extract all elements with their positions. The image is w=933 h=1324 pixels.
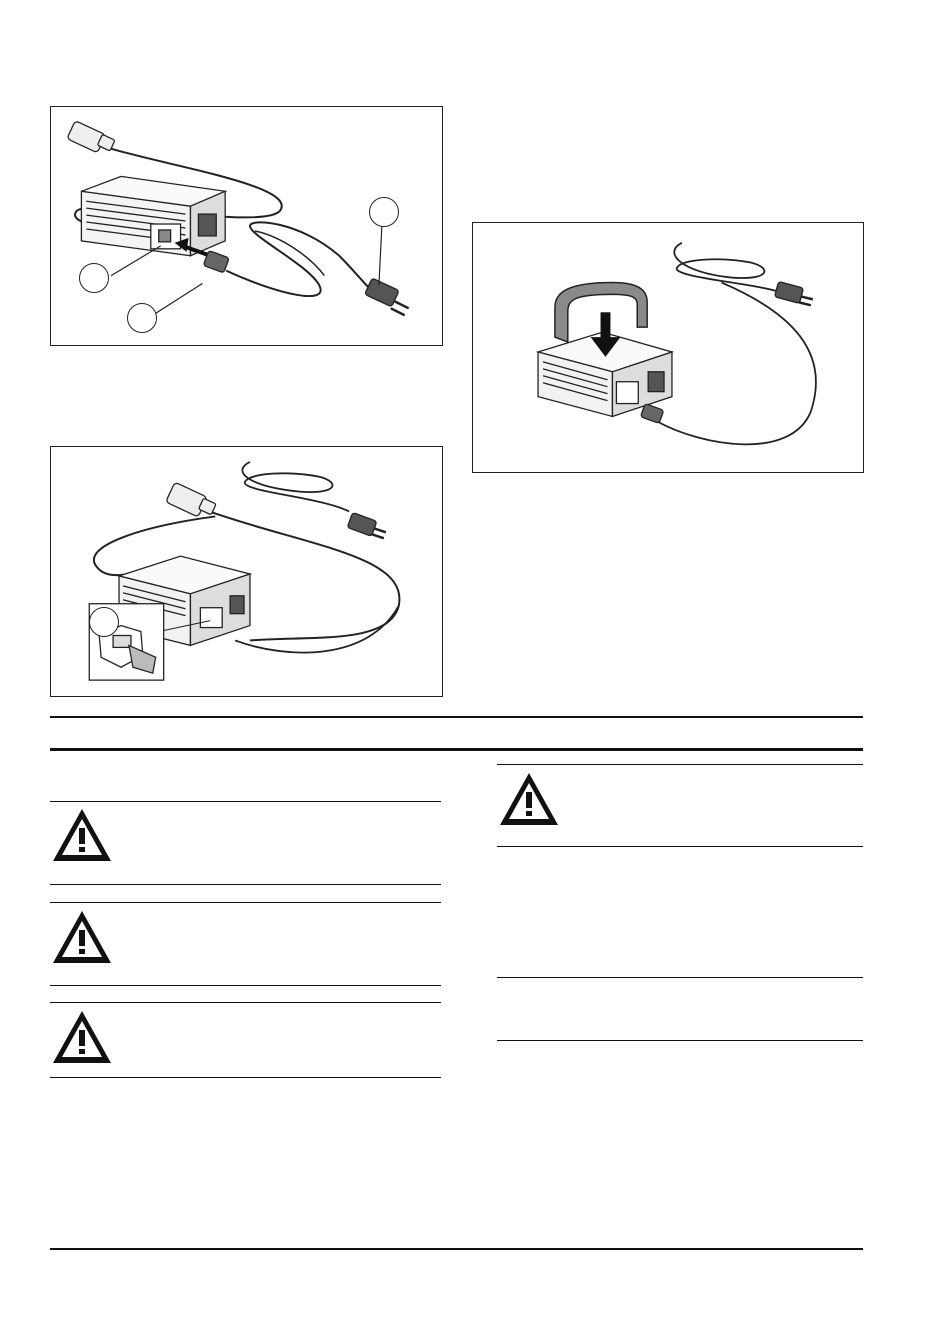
- callout-circle: [127, 303, 157, 333]
- callout-circle: [79, 263, 109, 293]
- figure-handle-attach: [472, 222, 864, 473]
- warning-triangle-icon: [50, 806, 114, 864]
- handle-attach-illustration: [473, 223, 863, 472]
- figure-charger-connection: [50, 106, 443, 346]
- callout-circle: [89, 607, 119, 637]
- warning-block-3-top: [50, 1002, 441, 1003]
- warning-block-4-top: [497, 764, 863, 765]
- figure-plug-inset: [50, 446, 443, 697]
- plug-inset-illustration: [51, 447, 442, 696]
- footer-rule: [50, 1248, 863, 1250]
- warning-block-4-bottom: [497, 846, 863, 847]
- callout-circle: [369, 197, 399, 227]
- section-heading-rule: [50, 748, 863, 751]
- section-top-rule: [50, 716, 863, 718]
- warning-block-3-bottom: [50, 1077, 441, 1078]
- note-block-top: [497, 977, 863, 978]
- warning-triangle-icon: [50, 1008, 114, 1066]
- warning-block-1-bottom: [50, 884, 441, 885]
- warning-triangle-icon: [50, 908, 114, 966]
- warning-triangle-icon: [497, 770, 561, 828]
- warning-block-2-top: [50, 902, 441, 903]
- warning-block-1-top: [50, 801, 441, 802]
- warning-block-2-bottom: [50, 985, 441, 986]
- note-block-bottom: [497, 1040, 863, 1041]
